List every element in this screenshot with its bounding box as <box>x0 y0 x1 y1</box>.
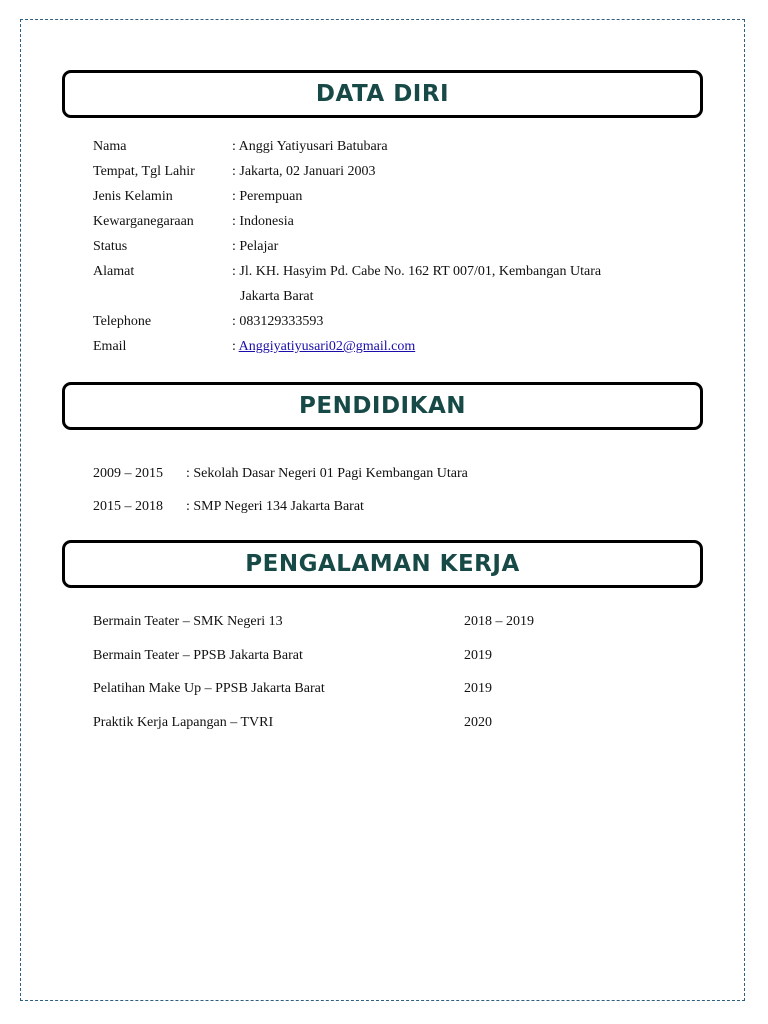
label-kewarganegaraan: Kewarganegaraan <box>93 214 194 229</box>
section-title: PENGALAMAN KERJA <box>245 551 520 577</box>
label-status: Status <box>93 239 128 254</box>
value-alamat: : Jl. KH. Hasyim Pd. Cabe No. 162 RT 007/01, Kembangan Utara <box>232 264 602 279</box>
label-email: Email <box>93 339 127 354</box>
education-school: : Sekolah Dasar Negeri 01 Pagi Kembangan Utara <box>186 466 468 481</box>
value-telephone: : 083129333593 <box>232 314 324 329</box>
value-tempat-tgl-lahir: : Jakarta, 02 Januari 2003 <box>232 164 376 179</box>
experience-activity: Bermain Teater – SMK Negeri 13 <box>93 614 283 629</box>
section-header-pengalaman-kerja <box>62 540 703 588</box>
label-alamat: Alamat <box>93 264 135 279</box>
value-nama: : Anggi Yatiyusari Batubara <box>232 139 388 154</box>
experience-year: 2018 – 2019 <box>464 614 534 629</box>
email-link[interactable]: Anggiyatiyusari02@gmail.com <box>238 339 416 354</box>
education-years: 2009 – 2015 <box>93 466 163 481</box>
value-jenis-kelamin: : Perempuan <box>232 189 303 204</box>
education-years: 2015 – 2018 <box>93 499 163 514</box>
value-status: : Pelajar <box>232 239 279 254</box>
value-alamat-line2: Jakarta Barat <box>240 289 314 304</box>
label-jenis-kelamin: Jenis Kelamin <box>93 189 173 204</box>
experience-year: 2020 <box>464 715 492 730</box>
experience-year: 2019 <box>464 681 492 696</box>
value-email-container <box>232 338 415 355</box>
experience-activity: Pelatihan Make Up – PPSB Jakarta Barat <box>93 681 325 696</box>
section-header-pendidikan <box>62 382 703 430</box>
section-title: DATA DIRI <box>315 81 450 107</box>
section-title: PENDIDIKAN <box>299 393 466 419</box>
experience-activity: Bermain Teater – PPSB Jakarta Barat <box>93 648 303 663</box>
label-nama: Nama <box>93 139 127 154</box>
label-telephone: Telephone <box>93 314 152 329</box>
experience-year: 2019 <box>464 648 492 663</box>
value-kewarganegaraan: : Indonesia <box>232 214 294 229</box>
experience-activity: Praktik Kerja Lapangan – TVRI <box>93 715 274 730</box>
email-prefix: : <box>232 339 239 354</box>
education-school: : SMP Negeri 134 Jakarta Barat <box>186 499 364 514</box>
section-header-data-diri <box>62 70 703 118</box>
label-tempat-tgl-lahir: Tempat, Tgl Lahir <box>93 164 195 179</box>
